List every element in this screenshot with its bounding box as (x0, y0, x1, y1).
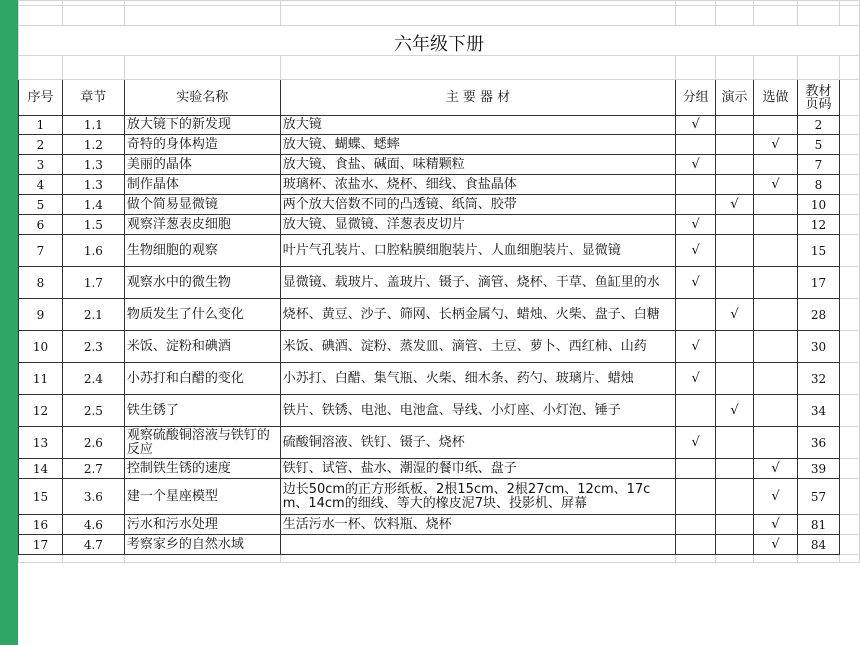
row-number[interactable]: 5 (19, 195, 63, 215)
row-group-check[interactable]: √ (676, 427, 716, 459)
table-row (19, 215, 860, 235)
row-materials[interactable]: 铁片、铁锈、电池、电池盒、导线、小灯座、小灯泡、锤子 (280, 395, 675, 427)
row-demo-check[interactable] (716, 215, 754, 235)
row-materials[interactable]: 铁钉、试管、盐水、潮湿的餐巾纸、盘子 (280, 459, 675, 479)
header-group[interactable]: 分组 (676, 80, 716, 116)
row-materials[interactable]: 玻璃杯、浓盐水、烧杯、细线、食盐晶体 (280, 175, 675, 195)
table-row (19, 175, 860, 195)
row-page[interactable]: 30 (798, 331, 840, 363)
table-row (19, 135, 860, 155)
row-page[interactable]: 7 (798, 155, 840, 175)
header-materials[interactable]: 主 要 器 材 (280, 80, 675, 116)
row-experiment-name[interactable]: 放大镜下的新发现 (124, 116, 280, 135)
row-optional-check[interactable] (754, 195, 798, 215)
row-chapter[interactable]: 4.7 (62, 535, 124, 555)
row-demo-check[interactable]: √ (716, 299, 754, 331)
blank-row (19, 56, 860, 80)
row-group-check[interactable] (676, 479, 716, 515)
row-experiment-name[interactable]: 建一个星座模型 (124, 479, 280, 515)
row-page[interactable]: 2 (798, 116, 840, 135)
row-page[interactable]: 10 (798, 195, 840, 215)
sheet-left-edge (0, 0, 18, 645)
row-experiment-name[interactable]: 铁生锈了 (124, 395, 280, 427)
row-number[interactable]: 11 (19, 363, 63, 395)
row-demo-check[interactable]: √ (716, 195, 754, 215)
row-demo-check[interactable] (716, 459, 754, 479)
row-number[interactable]: 4 (19, 175, 63, 195)
row-optional-check[interactable]: √ (754, 479, 798, 515)
blank-row (19, 6, 860, 26)
row-experiment-name[interactable]: 观察硫酸铜溶液与铁钉的反应 (124, 427, 280, 459)
row-optional-check[interactable]: √ (754, 459, 798, 479)
row-materials[interactable]: 放大镜、显微镜、洋葱表皮切片 (280, 215, 675, 235)
table-row (19, 267, 860, 299)
row-optional-check[interactable] (754, 427, 798, 459)
row-optional-check[interactable] (754, 299, 798, 331)
row-number[interactable]: 2 (19, 135, 63, 155)
row-number[interactable]: 16 (19, 515, 63, 535)
row-number[interactable]: 10 (19, 331, 63, 363)
row-experiment-name[interactable]: 控制铁生锈的速度 (124, 459, 280, 479)
row-optional-check[interactable] (754, 363, 798, 395)
table-row (19, 155, 860, 175)
row-number[interactable]: 1 (19, 116, 63, 135)
row-optional-check[interactable] (754, 395, 798, 427)
row-experiment-name[interactable]: 观察水中的微生物 (124, 267, 280, 299)
row-chapter[interactable]: 1.2 (62, 135, 124, 155)
table-row (19, 459, 860, 479)
row-page[interactable]: 34 (798, 395, 840, 427)
table-row (19, 535, 860, 555)
row-demo-check[interactable] (716, 331, 754, 363)
row-page[interactable]: 36 (798, 427, 840, 459)
row-optional-check[interactable] (754, 331, 798, 363)
row-number[interactable]: 17 (19, 535, 63, 555)
row-page[interactable]: 12 (798, 215, 840, 235)
row-number[interactable]: 12 (19, 395, 63, 427)
table-row (19, 395, 860, 427)
row-materials[interactable]: 米饭、碘酒、淀粉、蒸发皿、滴管、土豆、萝卜、西红柿、山药 (280, 331, 675, 363)
row-experiment-name[interactable]: 美丽的晶体 (124, 155, 280, 175)
row-chapter[interactable]: 2.7 (62, 459, 124, 479)
table-row (19, 195, 860, 215)
row-materials[interactable]: 放大镜 (280, 116, 675, 135)
row-optional-check[interactable] (754, 155, 798, 175)
row-experiment-name[interactable]: 考察家乡的自然水域 (124, 535, 280, 555)
row-demo-check[interactable] (716, 155, 754, 175)
row-chapter[interactable]: 2.1 (62, 299, 124, 331)
row-optional-check[interactable] (754, 267, 798, 299)
row-demo-check[interactable] (716, 479, 754, 515)
table-row (19, 116, 860, 135)
row-group-check[interactable] (676, 515, 716, 535)
row-number[interactable]: 14 (19, 459, 63, 479)
header-no[interactable]: 序号 (19, 80, 63, 116)
row-group-check[interactable]: √ (676, 116, 716, 135)
header-demo[interactable]: 演示 (716, 80, 754, 116)
row-group-check[interactable] (676, 299, 716, 331)
row-group-check[interactable] (676, 195, 716, 215)
row-materials[interactable]: 叶片气孔装片、口腔粘膜细胞装片、人血细胞装片、显微镜 (280, 235, 675, 267)
row-demo-check[interactable] (716, 135, 754, 155)
row-number[interactable]: 7 (19, 235, 63, 267)
row-demo-check[interactable] (716, 515, 754, 535)
row-optional-check[interactable] (754, 235, 798, 267)
row-group-check[interactable]: √ (676, 235, 716, 267)
row-group-check[interactable] (676, 459, 716, 479)
row-chapter[interactable]: 1.4 (62, 195, 124, 215)
row-materials[interactable] (280, 535, 675, 555)
row-materials[interactable]: 硫酸铜溶液、铁钉、镊子、烧杯 (280, 427, 675, 459)
row-page[interactable]: 81 (798, 515, 840, 535)
header-name[interactable]: 实验名称 (124, 80, 280, 116)
row-page[interactable]: 17 (798, 267, 840, 299)
row-demo-check[interactable] (716, 267, 754, 299)
row-materials[interactable]: 两个放大倍数不同的凸透镜、纸筒、胶带 (280, 195, 675, 215)
row-experiment-name[interactable]: 做个简易显微镜 (124, 195, 280, 215)
spreadsheet (18, 0, 860, 645)
row-chapter[interactable]: 2.5 (62, 395, 124, 427)
row-experiment-name[interactable]: 污水和污水处理 (124, 515, 280, 535)
row-chapter[interactable]: 4.6 (62, 515, 124, 535)
row-demo-check[interactable] (716, 535, 754, 555)
row-demo-check[interactable] (716, 363, 754, 395)
row-group-check[interactable]: √ (676, 267, 716, 299)
row-chapter[interactable]: 2.4 (62, 363, 124, 395)
row-page[interactable]: 8 (798, 175, 840, 195)
row-page[interactable]: 15 (798, 235, 840, 267)
row-page[interactable]: 84 (798, 535, 840, 555)
row-chapter[interactable]: 1.3 (62, 155, 124, 175)
row-optional-check[interactable]: √ (754, 515, 798, 535)
row-page[interactable]: 5 (798, 135, 840, 155)
row-optional-check[interactable]: √ (754, 535, 798, 555)
row-group-check[interactable] (676, 395, 716, 427)
row-page[interactable]: 28 (798, 299, 840, 331)
row-materials[interactable]: 边长50cm的正方形纸板、2根15cm、2根27cm、12cm、17cm、14cm的细线、等大的橡皮泥7块、投影机、屏幕 (280, 479, 675, 515)
header-page[interactable]: 教材页码 (798, 80, 840, 116)
table-row (19, 235, 860, 267)
row-number[interactable]: 3 (19, 155, 63, 175)
experiment-table (18, 0, 860, 563)
row-chapter[interactable]: 1.6 (62, 235, 124, 267)
row-number[interactable]: 6 (19, 215, 63, 235)
row-group-check[interactable]: √ (676, 363, 716, 395)
row-demo-check[interactable] (716, 175, 754, 195)
row-chapter[interactable]: 1.7 (62, 267, 124, 299)
row-experiment-name[interactable]: 小苏打和白醋的变化 (124, 363, 280, 395)
row-number[interactable]: 15 (19, 479, 63, 515)
row-materials[interactable]: 放大镜、蝴蝶、蟋蟀 (280, 135, 675, 155)
row-optional-check[interactable] (754, 215, 798, 235)
row-page[interactable]: 39 (798, 459, 840, 479)
row-materials[interactable]: 生活污水一杯、饮料瓶、烧杯 (280, 515, 675, 535)
row-chapter[interactable]: 3.6 (62, 479, 124, 515)
row-demo-check[interactable] (716, 116, 754, 135)
row-chapter[interactable]: 1.3 (62, 175, 124, 195)
title-row (19, 26, 860, 56)
table-row (19, 427, 860, 459)
header-optional[interactable]: 选做 (754, 80, 798, 116)
row-demo-check[interactable] (716, 235, 754, 267)
row-group-check[interactable] (676, 175, 716, 195)
table-row (19, 515, 860, 535)
header-row (19, 80, 860, 116)
row-optional-check[interactable]: √ (754, 135, 798, 155)
row-page[interactable]: 32 (798, 363, 840, 395)
table-row (19, 479, 860, 515)
row-group-check[interactable]: √ (676, 331, 716, 363)
row-chapter[interactable]: 2.6 (62, 427, 124, 459)
row-experiment-name[interactable]: 观察洋葱表皮细胞 (124, 215, 280, 235)
row-experiment-name[interactable]: 奇特的身体构造 (124, 135, 280, 155)
row-chapter[interactable]: 1.5 (62, 215, 124, 235)
header-chapter[interactable]: 章节 (62, 80, 124, 116)
row-chapter[interactable]: 1.1 (62, 116, 124, 135)
table-row (19, 363, 860, 395)
row-number[interactable]: 9 (19, 299, 63, 331)
row-experiment-name[interactable]: 物质发生了什么变化 (124, 299, 280, 331)
blank-row (19, 555, 860, 563)
row-group-check[interactable] (676, 535, 716, 555)
row-materials[interactable]: 烧杯、黄豆、沙子、筛网、长柄金属勺、蜡烛、火柴、盘子、白糖 (280, 299, 675, 331)
table-row (19, 299, 860, 331)
sheet-title[interactable]: 六年级下册 (19, 26, 860, 56)
row-experiment-name[interactable]: 米饭、淀粉和碘酒 (124, 331, 280, 363)
row-experiment-name[interactable]: 制作晶体 (124, 175, 280, 195)
row-demo-check[interactable] (716, 427, 754, 459)
row-demo-check[interactable]: √ (716, 395, 754, 427)
row-materials[interactable]: 放大镜、食盐、碱面、味精颗粒 (280, 155, 675, 175)
row-number[interactable]: 13 (19, 427, 63, 459)
row-experiment-name[interactable]: 生物细胞的观察 (124, 235, 280, 267)
row-page[interactable]: 57 (798, 479, 840, 515)
row-group-check[interactable]: √ (676, 215, 716, 235)
row-materials[interactable]: 显微镜、载玻片、盖玻片、镊子、滴管、烧杯、干草、鱼缸里的水 (280, 267, 675, 299)
table-row (19, 331, 860, 363)
row-group-check[interactable]: √ (676, 155, 716, 175)
row-materials[interactable]: 小苏打、白醋、集气瓶、火柴、细木条、药勺、玻璃片、蜡烛 (280, 363, 675, 395)
row-optional-check[interactable] (754, 116, 798, 135)
row-chapter[interactable]: 2.3 (62, 331, 124, 363)
row-optional-check[interactable]: √ (754, 175, 798, 195)
row-number[interactable]: 8 (19, 267, 63, 299)
row-group-check[interactable] (676, 135, 716, 155)
